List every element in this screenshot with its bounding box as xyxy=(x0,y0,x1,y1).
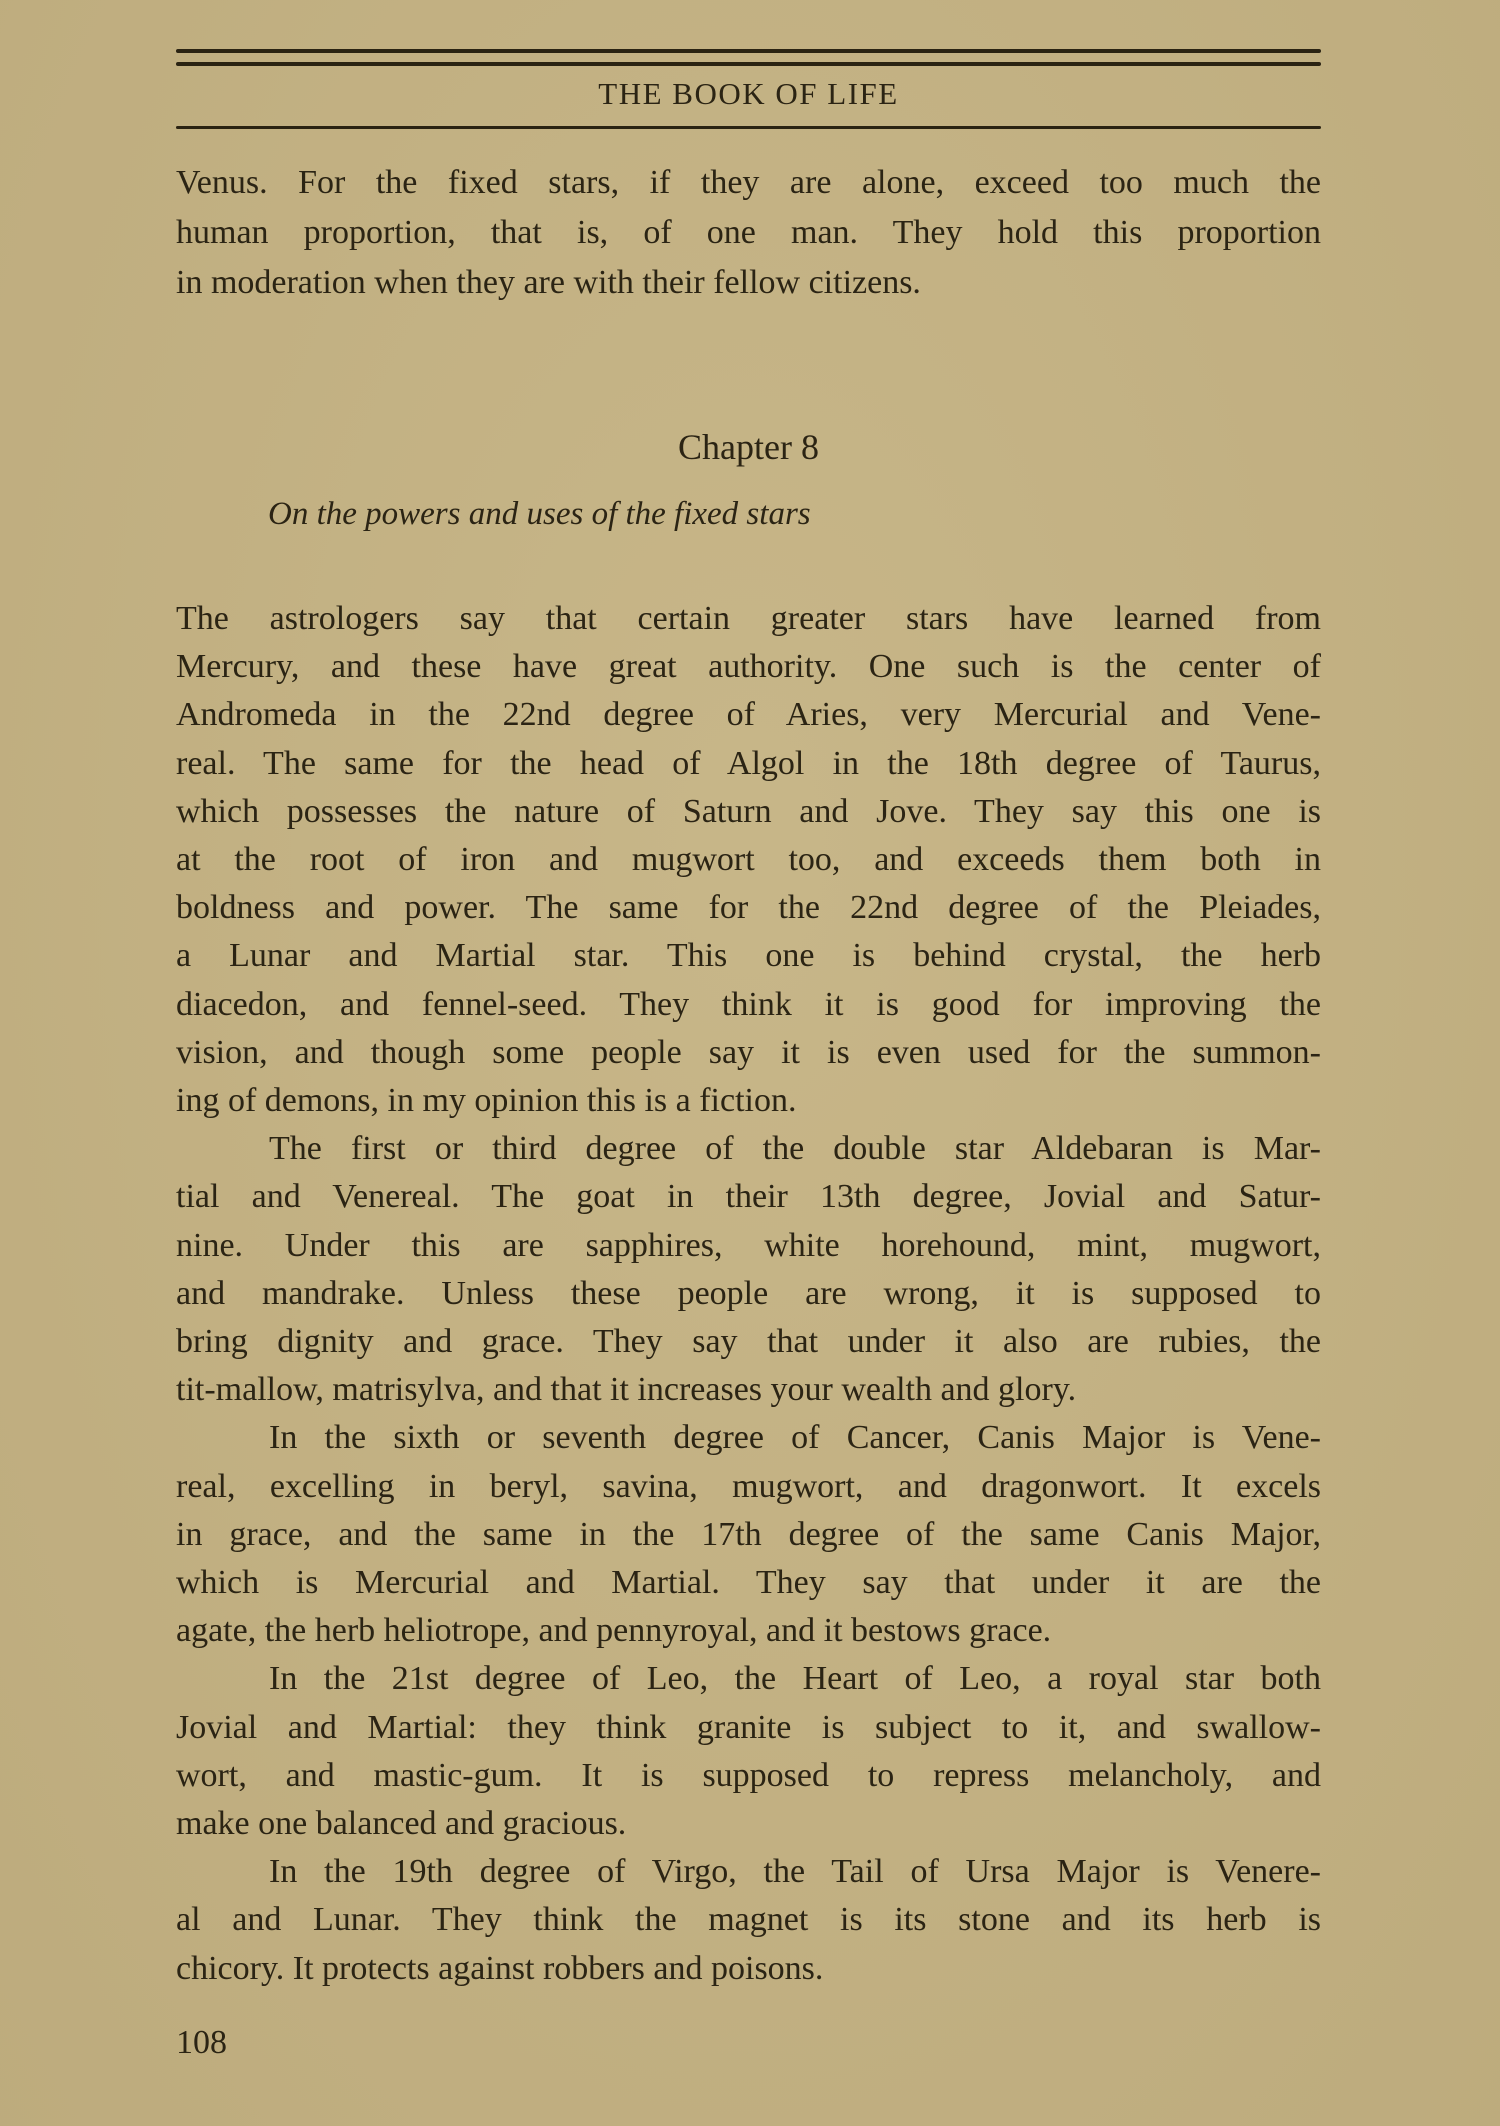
header-top-rule xyxy=(176,49,1321,53)
body-text xyxy=(176,595,1321,1993)
text-line: and mandrake. Unless these people are wrong, it is supposed to xyxy=(176,1274,1321,1312)
text-line: a Lunar and Martial star. This one is behind crystal, the herb xyxy=(176,937,1321,975)
text-line: Mercury, and these have great authority. One such is the center of xyxy=(176,648,1321,686)
text-line: make one balanced and gracious. xyxy=(176,1805,627,1843)
text-line: wort, and mastic-gum. It is supposed to repress melancholy, and xyxy=(176,1756,1321,1794)
text-line: agate, the herb heliotrope, and pennyroyal, and it bestows grace. xyxy=(176,1612,1052,1650)
text-line: nine. Under this are sapphires, white horehound, mint, mugwort, xyxy=(176,1226,1321,1264)
text-line: tial and Venereal. The goat in their 13th degree, Jovial and Satur- xyxy=(176,1178,1321,1216)
text-line: real, excelling in beryl, savina, mugwort, and dragonwort. It excels xyxy=(176,1467,1321,1505)
chapter-subtitle: On the powers and uses of the fixed stars xyxy=(268,496,811,532)
text-line: in grace, and the same in the 17th degree of the same Canis Major, xyxy=(176,1515,1321,1553)
text-line: bring dignity and grace. They say that under it also are rubies, the xyxy=(176,1323,1321,1361)
text-line: diacedon, and fennel-seed. They think it is good for improving the xyxy=(176,985,1321,1023)
running-head: THE BOOK OF LIFE xyxy=(598,76,899,111)
text-line: In the sixth or seventh degree of Cancer, Canis Major is Vene- xyxy=(269,1419,1321,1457)
text-line: Jovial and Martial: they think granite is subject to it, and swallow- xyxy=(176,1708,1321,1746)
text-line: at the root of iron and mugwort too, and exceeds them both in xyxy=(176,841,1321,879)
text-line: human proportion, that is, of one man. They hold this proportion xyxy=(176,214,1321,251)
text-line: in moderation when they are with their fellow citizens. xyxy=(176,264,921,301)
page-number: 108 xyxy=(176,2024,227,2061)
text-line: The astrologers say that certain greater stars have learned from xyxy=(176,600,1321,637)
text-line: which is Mercurial and Martial. They say that under it are the xyxy=(176,1564,1321,1602)
text-line: Venus. For the fixed stars, if they are alone, exceed too much the xyxy=(176,164,1321,201)
text-line: real. The same for the head of Algol in the 18th degree of Taurus, xyxy=(176,744,1321,782)
text-line: vision, and though some people say it is even used for the summon- xyxy=(176,1033,1321,1071)
text-line: al and Lunar. They think the magnet is its stone and its herb is xyxy=(176,1901,1321,1939)
intro-paragraph xyxy=(176,158,1321,308)
text-line: chicory. It protects against robbers and poisons. xyxy=(176,1949,824,1987)
text-line: ing of demons, in my opinion this is a fiction. xyxy=(176,1082,797,1120)
header-bottom-rule xyxy=(176,126,1321,129)
text-line: The first or third degree of the double star Aldebaran is Mar- xyxy=(269,1130,1321,1168)
text-line: Andromeda in the 22nd degree of Aries, very Mercurial and Vene- xyxy=(176,696,1321,734)
text-line: which possesses the nature of Saturn and Jove. They say this one is xyxy=(176,792,1321,830)
text-line: In the 19th degree of Virgo, the Tail of Ursa Major is Venere- xyxy=(269,1853,1321,1891)
text-line: In the 21st degree of Leo, the Heart of Leo, a royal star both xyxy=(269,1660,1321,1698)
chapter-heading: Chapter 8 xyxy=(678,427,819,467)
text-line: boldness and power. The same for the 22nd degree of the Pleiades, xyxy=(176,889,1321,927)
text-line: tit-mallow, matrisylva, and that it increases your wealth and glory. xyxy=(176,1371,1077,1409)
header-second-rule xyxy=(176,62,1321,66)
